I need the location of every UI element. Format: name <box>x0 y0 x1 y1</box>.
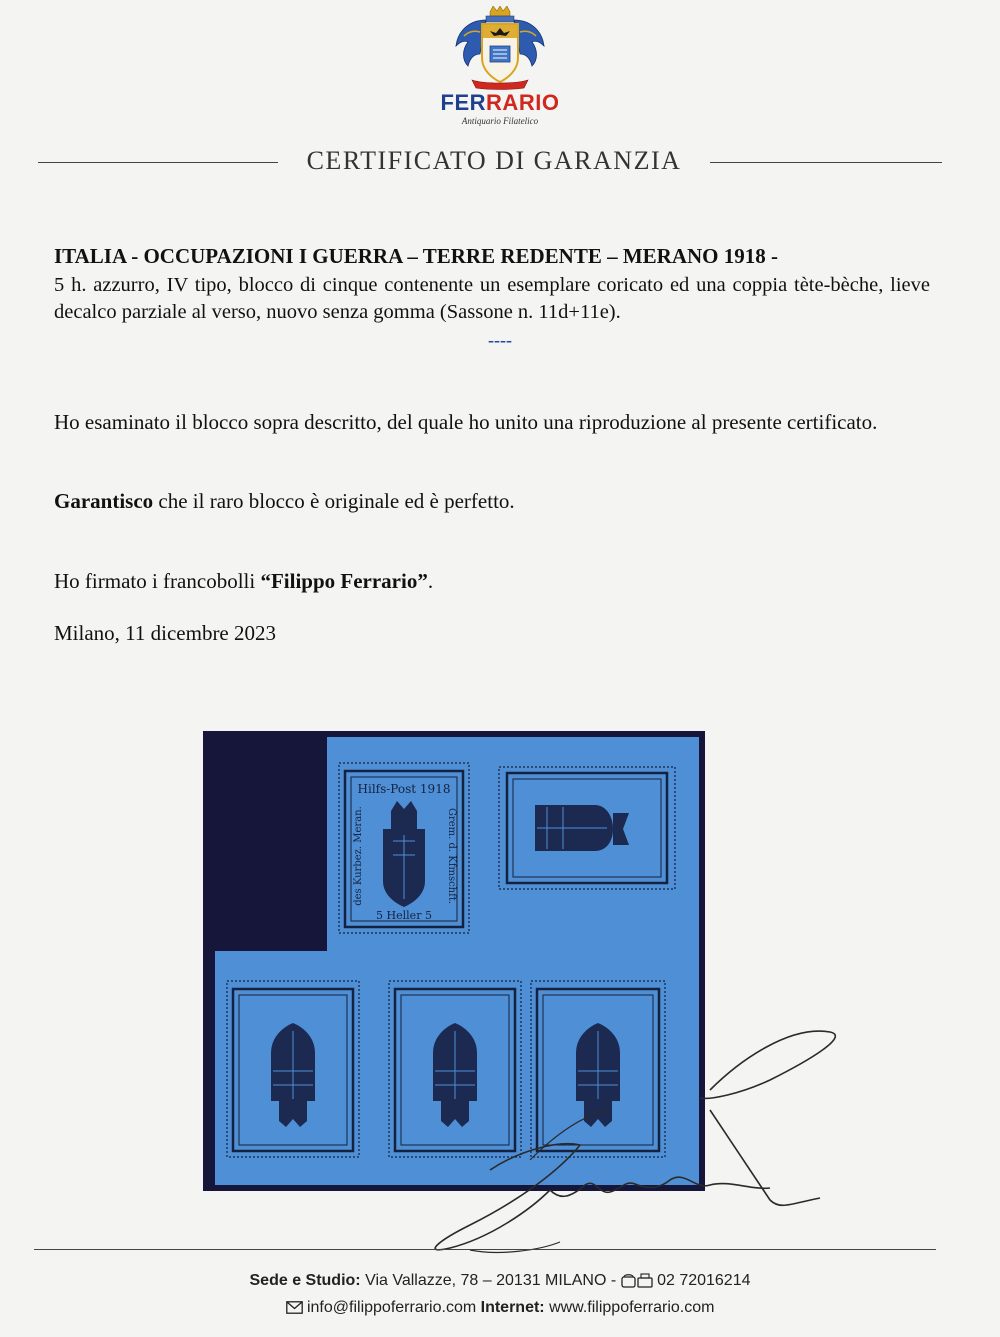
signed-start: Ho firmato i francobolli <box>54 569 261 593</box>
guarantee-bold: Garantisco <box>54 489 154 513</box>
coat-of-arms-icon <box>450 6 550 90</box>
examination-paragraph: Ho esaminato il blocco sopra descritto, del quale ho unito una riproduzione al presente certificato. <box>54 410 878 434</box>
stamp-value-text: 5 Heller 5 <box>376 909 432 922</box>
signed-name: “Filippo Ferrario” <box>260 569 428 593</box>
footer-label-internet: Internet: <box>480 1299 545 1316</box>
title-rule-left <box>38 162 278 163</box>
title-row <box>38 146 942 180</box>
footer-website[interactable]: www.filippoferrario.com <box>544 1299 715 1316</box>
title-rule-right <box>710 162 942 163</box>
brand-name <box>400 90 600 116</box>
item-heading: ITALIA - OCCUPAZIONI I GUERRA – TERRE REDENTE – MERANO 1918 - <box>54 244 778 268</box>
guarantee-rest: che il raro blocco è originale ed è perfetto. <box>153 489 515 513</box>
signed-end: . <box>427 569 434 593</box>
brand-part-2: RARIO <box>486 90 560 115</box>
footer-address-line <box>0 1272 1000 1290</box>
footer-address: Via Vallazze, 78 – 20131 MILANO - <box>360 1272 621 1289</box>
stamp-top-text: Hilfs-Post 1918 <box>357 782 451 796</box>
place-date: Milano, 11 dicembre 2023 <box>54 621 277 645</box>
footer-label-sede: Sede e Studio: <box>249 1272 361 1289</box>
footer-phone: 02 72016214 <box>652 1272 751 1289</box>
footer-contact-line <box>0 1299 1000 1317</box>
certificate-title: CERTIFICATO DI GARANZIA <box>306 146 682 175</box>
brand-subtitle: Antiquario Filatelico <box>461 116 539 126</box>
separator: ---- <box>488 330 512 350</box>
envelope-icon <box>286 1301 303 1314</box>
phone-fax-icon <box>621 1273 653 1289</box>
guarantee-paragraph <box>54 489 934 514</box>
handwritten-signature <box>410 1020 870 1270</box>
item-description: 5 h. azzurro, IV tipo, blocco di cinque contenente un esemplare coricato ed una coppia tète-bèche, lieve decalco parziale al verso, nuovo senza gomma (Sassone n. 11d+11e). <box>54 274 930 323</box>
brand-part-1: FER <box>440 90 487 115</box>
stamp-right-text: Grem. d. Kfmschft. <box>446 807 457 905</box>
signed-paragraph <box>54 569 934 594</box>
footer-email[interactable]: info@filippoferrario.com <box>302 1299 481 1316</box>
stamp-left-text: des Kurbez. Meran. <box>353 806 364 906</box>
footer-rule <box>34 1249 936 1250</box>
